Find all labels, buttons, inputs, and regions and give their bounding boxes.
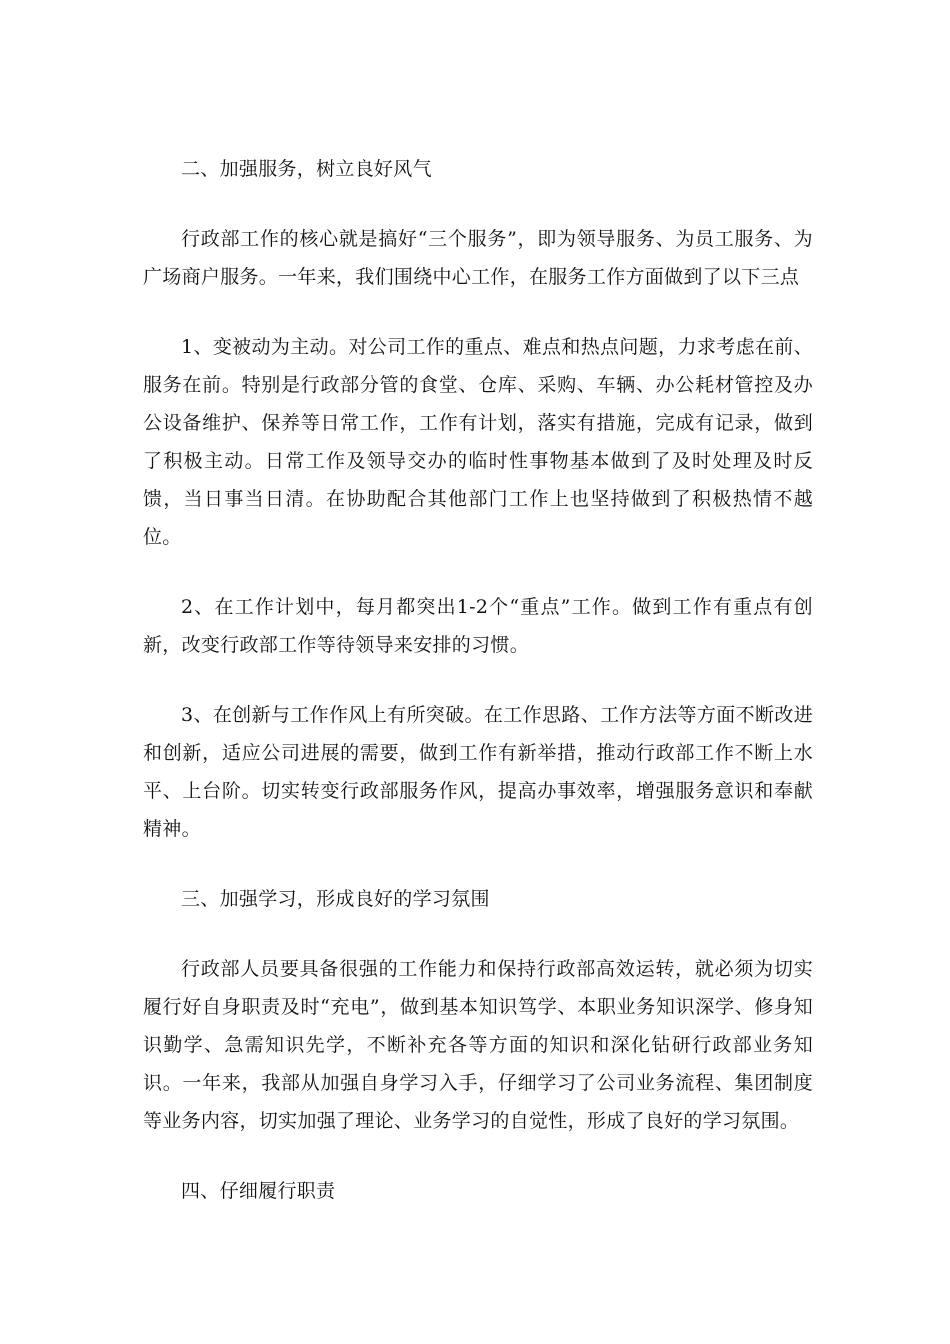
paragraph-point-2: 2、在工作计划中，每月都突出1-2个“重点”工作。做到工作有重点有创新，改变行政部工作等待领导来安排的习惯。 <box>143 596 813 656</box>
paragraph-point-1: 1、变被动为主动。对公司工作的重点、难点和热点问题，力求考虑在前、服务在前。特别是行政部分管的食堂、仓库、采购、车辆、办公耗材管控及办公设备维护、保养等日常工作，工作有计划，落实有措施，完成有记录，做到了积极主动。日常工作及领导交办的临时性事物基本做到了及时处理及时反馈，当日事当日清。在协助配合其他部门工作上也坚持做到了积极热情不越位。 <box>143 336 813 548</box>
document-body <box>143 150 813 1242</box>
section-heading-3: 三、加强学习，形成良好的学习氛围 <box>181 888 490 910</box>
paragraph-point-3: 3、在创新与工作作风上有所突破。在工作思路、工作方法等方面不断改进和创新，适应公司进展的需要，做到工作有新举措，推动行政部工作不断上水平、上台阶。切实转变行政部服务作风，提高办事效率，增强服务意识和奉献精神。 <box>143 704 813 840</box>
section-heading-2: 二、加强服务，树立良好风气 <box>181 158 432 180</box>
paragraph-service-core: 行政部工作的核心就是搞好“三个服务”，即为领导服务、为员工服务、为广场商户服务。一年来，我们围绕中心工作，在服务工作方面做到了以下三点 <box>143 228 813 288</box>
section-heading-4: 四、仔细履行职责 <box>181 1180 336 1202</box>
paragraph-learning: 行政部人员要具备很强的工作能力和保持行政部高效运转，就必须为切实履行好自身职责及时“充电”，做到基本知识笃学、本职业务知识深学、修身知识勤学、急需知识先学，不断补充各等方面的知识和深化钻研行政部业务知识。一年来，我部从加强自身学习入手，仔细学习了公司业务流程、集团制度等业务内容，切实加强了理论、业务学习的自觉性，形成了良好的学习氛围。 <box>143 958 813 1132</box>
